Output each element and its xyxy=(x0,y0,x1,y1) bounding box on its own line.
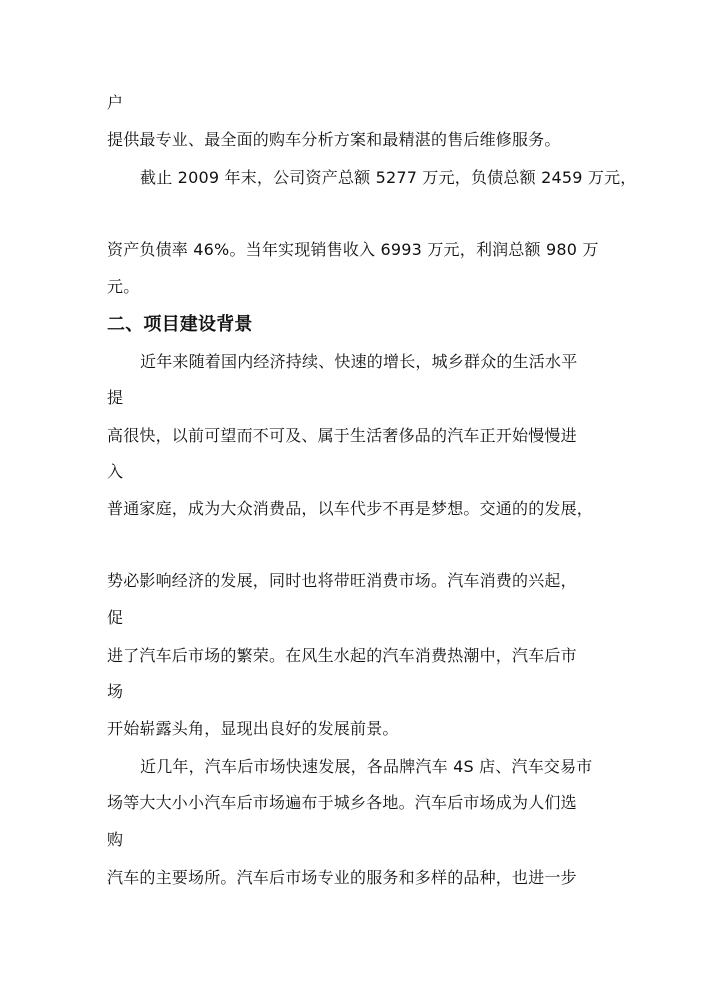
text-line-19: 汽车的主要场所。汽车后市场专业的服务和多样的品种，也进一步 xyxy=(107,868,577,887)
text-line-15: 开始崭露头角，显现出良好的发展前景。 xyxy=(107,719,399,738)
section-heading: 二、项目建设背景 xyxy=(107,314,253,335)
text-line-7: 提 xyxy=(107,388,124,407)
text-line-12: 促 xyxy=(107,608,124,627)
text-line-10: 普通家庭，成为大众消费品，以车代步不再是梦想。交通的的发展， xyxy=(107,499,594,518)
text-line-13: 进了汽车后市场的繁荣。在风生水起的汽车消费热潮中，汽车后市 xyxy=(107,646,577,665)
text-line-8: 高很快，以前可望而不可及、属于生活奢侈品的汽车正开始慢慢进 xyxy=(107,426,577,445)
text-line-6: 近年来随着国内经济持续、快速的增长，城乡群众的生活水平 xyxy=(140,352,578,371)
text-line-1: 户 xyxy=(107,93,124,112)
text-line-2: 提供最专业、最全面的购车分析方案和最精湛的售后维修服务。 xyxy=(107,130,561,149)
text-line-14: 场 xyxy=(107,682,124,701)
text-line-5: 元。 xyxy=(107,277,140,296)
text-line-4: 资产负债率 46%。当年实现销售收入 6993 万元，利润总额 980 万 xyxy=(107,240,599,259)
text-line-16: 近几年，汽车后市场快速发展，各品牌汽车 4S 店、汽车交易市 xyxy=(140,757,593,776)
text-line-3: 截止 2009 年末，公司资产总额 5277 万元，负债总额 2459 万元， xyxy=(140,168,637,187)
text-line-17: 场等大大小小汽车后市场遍布于城乡各地。汽车后市场成为人们选 xyxy=(107,793,577,812)
text-line-11: 势必影响经济的发展，同时也将带旺消费市场。汽车消费的兴起， xyxy=(107,571,577,590)
text-line-9: 入 xyxy=(107,462,124,481)
text-line-18: 购 xyxy=(107,830,124,849)
